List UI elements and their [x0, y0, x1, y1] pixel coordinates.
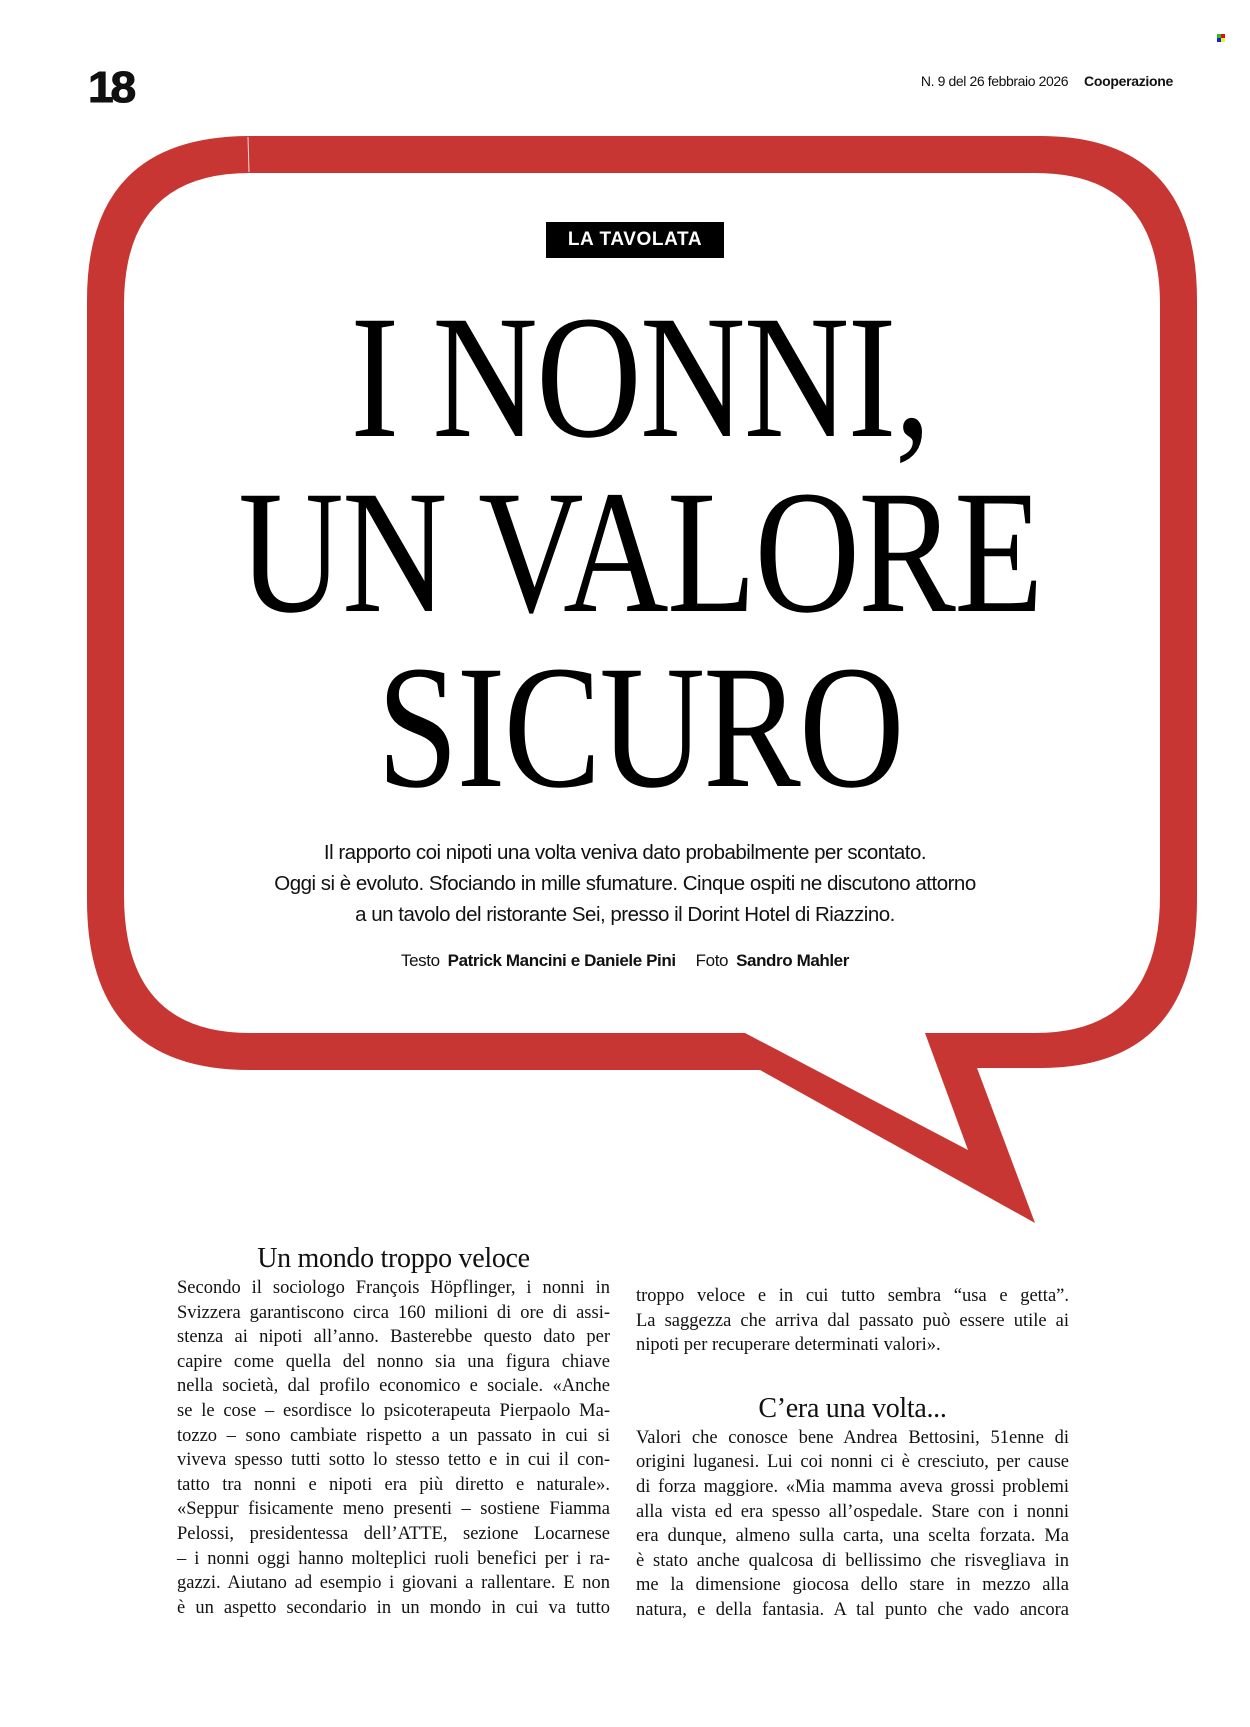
body-line: Svizzera garantiscono circa 160 milioni di ore di assi-	[177, 1302, 610, 1323]
body-line: nipoti per recuperare determinati valori».	[636, 1335, 941, 1356]
body-line: tatto tra nonni e nipoti era più diretto e naturale».	[177, 1474, 610, 1495]
body-line: stenza ai nipoti all’anno. Basterebbe questo dato per	[177, 1327, 610, 1348]
body-line: origini luganesi. Lui coi nonni ci è cresciuto, per cause	[636, 1452, 1069, 1473]
subhead-1: Un mondo troppo veloce	[257, 1243, 530, 1274]
headline-line-2: UN VALORE	[238, 455, 1042, 650]
byline	[160, 950, 1090, 972]
body-line: natura, e della fantasia. A tal punto che vado ancora	[636, 1599, 1069, 1620]
body-line: troppo veloce e in cui tutto sembra “usa e getta”.	[636, 1286, 1069, 1306]
body-line: «Seppur fisicamente meno presenti – sostiene Fiamma	[177, 1499, 610, 1520]
standfirst-line: Il rapporto coi nipoti una volta veniva dato probabilmente per scontato.	[323, 841, 927, 864]
standfirst-line: a un tavolo del ristorante Sei, presso il Dorint Hotel di Riazzino.	[355, 903, 895, 926]
body-column-2	[636, 1284, 1069, 1623]
publication-name: Cooperazione	[1084, 73, 1173, 89]
standfirst-line: Oggi si è evoluto. Sfociando in mille sfumature. Cinque ospiti ne discutono attorno	[274, 872, 976, 895]
body-line: me la dimensione giocosa dello stare in mezzo alla	[636, 1575, 1069, 1596]
body-line: nella società, dal profilo economico e sociale. «Anche	[177, 1376, 610, 1397]
body-column-1	[177, 1242, 610, 1620]
body-line: è un aspetto secondario in un mondo in cui va tutto	[177, 1597, 610, 1618]
photo-credit-author: Sandro Mahler	[736, 951, 849, 970]
body-paragraph	[636, 1426, 1069, 1623]
body-line: gazzi. Aiutano ad esempio i giovani a rallentare. E non	[177, 1573, 610, 1594]
body-paragraph	[636, 1284, 1069, 1358]
body-line: tozzo – sono cambiate rispetto a un passato in cui si	[177, 1425, 610, 1446]
body-line: – i nonni oggi hanno molteplici ruoli benefici per i ra-	[177, 1548, 610, 1569]
body-line: di forza maggiore. «Mia mamma aveva grossi problemi	[636, 1476, 1069, 1497]
body-line: viveva spesso tutti sotto lo stesso tetto e in cui il con-	[177, 1450, 610, 1471]
body-line: capire come quella del nonno sia una figura chiave	[177, 1351, 610, 1372]
subhead-2: C’era una volta...	[758, 1392, 947, 1424]
text-credit-authors: Patrick Mancini e Daniele Pini	[447, 951, 676, 970]
headline-line-1: I NONNI,	[350, 280, 930, 475]
body-line: se le cose – esordisce lo psicoterapeuta Pierpaolo Ma-	[177, 1400, 610, 1421]
photo-credit-label: Foto	[695, 951, 729, 970]
page-number: 18	[88, 63, 134, 112]
body-line: è stato anche qualcosa di bellissimo che risvegliava in	[636, 1550, 1069, 1571]
issue-date: N. 9 del 26 febbraio 2026	[920, 73, 1069, 89]
body-line: alla vista ed era spesso all’ospedale. Stare con i nonni	[636, 1501, 1069, 1522]
body-line: Secondo il sociologo François Höpflinger, i nonni in	[177, 1278, 610, 1298]
section-kicker: LA TAVOLATA	[546, 222, 724, 258]
body-line: era dunque, almeno sulla carta, una scelta forzata. Ma	[636, 1526, 1069, 1547]
body-line: Pelossi, presidentessa dell’ATTE, sezione Locarnese	[177, 1523, 610, 1544]
body-line: Valori che conosce bene Andrea Bettosini, 51enne di	[636, 1427, 1069, 1448]
text-credit-label: Testo	[401, 951, 440, 970]
headline	[120, 280, 1160, 825]
headline-line-3: SICURO	[377, 630, 903, 825]
body-line: La saggezza che arriva dal passato può essere utile ai	[636, 1310, 1069, 1331]
body-paragraph	[177, 1276, 610, 1620]
standfirst	[160, 837, 1090, 930]
